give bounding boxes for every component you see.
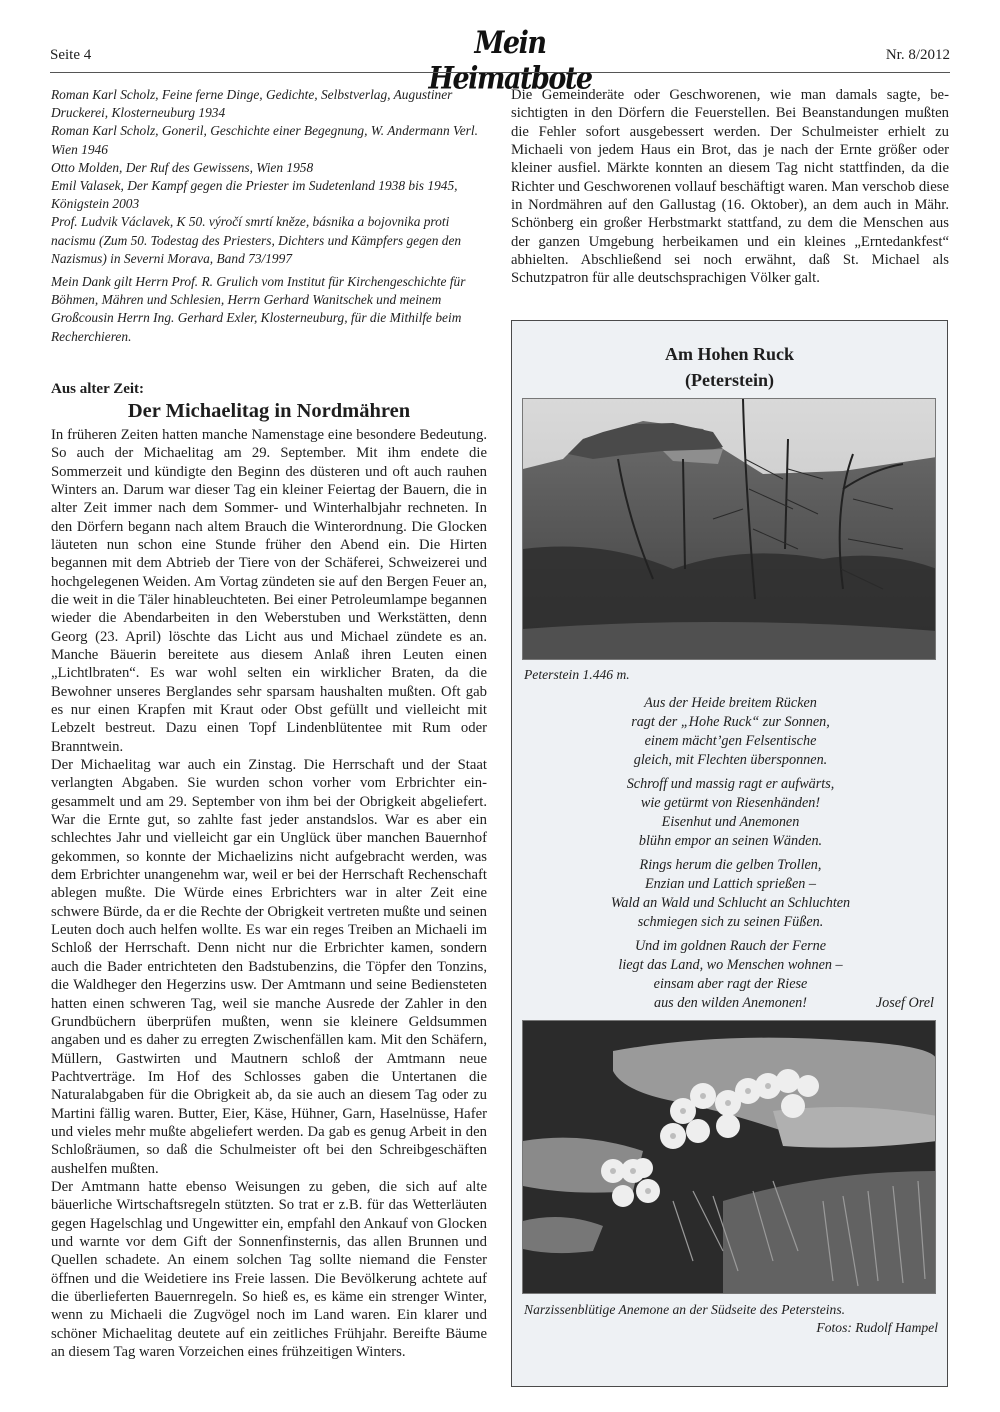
anemone-flowers-image [523,1021,936,1294]
poem-line: einem mächt’gen Felsentische [644,733,817,749]
article-title: Der Michaelitag in Nordmähren [127,399,411,422]
left-column [51,86,487,1361]
reference-item: Roman Karl Scholz, Feine ferne Dinge, Gedichte, Selbstverlag, Augustiner Druckerei, Klosterneuburg 1934 [51,87,453,121]
article-paragraph: Der Michaelitag war auch ein Zinstag. Die Herrschaft und der Staat verlangten Abgaben. Sie wurden schon vorher vom Erbrichter eingesammelt und am 29. September von ihm bei der Obrigkeit abgeliefert. War die Ernte gut, so zahlte fast jeder anstandslos. War es aber ein schlechtes Jahr und vielleicht gar ein Unglück über manchen Bauernhof gekommen, so konnte der Michaelizins nicht aufgebracht werden, was dem Erbrichter unangenehm war, weil er bei der Herrschaft Rechenschaft ablegen mußte. Die Würde eines Erbrichters war in alter Zeit eine schwere Bürde, da er die Rechte der Obrigkeit vertreten mußte und seinen Leuten doch auch helfen wollte. Es war ein reges Treiben an Michaeli im Schloß der Herrschaft. Denn nicht nur die Erbrichter kamen, sondern auch die Bader entrichteten den Badstubenzins, die Töpfer den Tonzins, die Waldheger den Hegerzins usw. Der Amtmann und seine Bediensteten hatten einen schweren Tag, weil sie manche Ausrede der Zahler in den Grundbüchern überprüfen mußten, wenn sie kleinere Geldsummen angaben und es daher zu erregten Zwischenfällen kam. Mit den Schäfern, Müllern, Gastwirten und Mautnern schloß der Amtmann neue Pachtverträge. Im Hof des Schlosses gaben die Untertanen die Naturalabgaben für die Obrigkeit ab, da sie auch an diesem Tag oder zu Martini fällig waren. Butter, Eier, Käse, Hühner, Garn, Haselnüsse, Hafer und vieles mehr mußte abgeliefert werden. Da gab es genug Arbeit in den Schloßräumen, so daß die Schulmeister oft bei den Schreibgeschäften aushelfen mußten. [51,757,487,1177]
right-column [511,86,949,288]
mountain-trees-image [523,399,936,660]
poem-line: gleich, mit Flechten übersponnen. [633,752,828,768]
peterstein-photo [522,398,936,660]
poem-line: Wald an Wald und Schlucht an Schluchten [610,895,851,911]
poem-stanza [512,856,949,932]
poem-line: Aus der Heide breitem Rücken [644,695,817,711]
poem-line: schmiegen sich zu seinen Füßen. [637,914,824,930]
poem-line: aus den wilden Anemonen! [653,995,807,1011]
poem-line: ragt der „Hohe Ruck“ zur Sonnen, [631,714,830,730]
article-paragraph: Der Amtmann hatte ebenso Weisungen zu geben, die sich auf alte bäuerliche Wirtschaftsregeln stützten. So trat er z.B. für das Wetterläuten gegen Hagelschlag und Ungewitter ein, empfahl den Ankauf von Glocken und warnte vor dem Gift der Sonnenfinsternis, das allen Brunnen und Quellen schadete. An einem solchen Tag sollte niemand die Fenster öffnen und die Weidetiere ins Freie lassen. Die Bevölkerung achtete auf die überlieferten Bauernregeln. So hieß es, es käme ein strenger Winter, wenn zu Michaeli die Zugvögel noch im Land waren. Ein klarer und schöner Michaelitag deutete auf ein zeitliches Frühjahr. Bereifte Bäume an diesem Tag waren Vorzeichen eines frühzeitigen Winters. [51,1178,487,1361]
box-subtitle-line: (Peterstein) [685,370,774,390]
reference-item: Otto Molden, Der Ruf des Gewissens, Wien 1958 [51,159,314,175]
masthead-logo: Mein Heimatbote [428,25,592,97]
poem-line: Rings herum die gelben Trollen, [639,857,822,873]
page-number: Seite 4 [50,47,92,63]
references [51,86,487,346]
poem-line: Und im goldnen Rauch der Ferne [634,938,827,954]
poem-line: Schroff und massig ragt er aufwärts, [626,776,835,792]
poem [512,694,949,1018]
reference-item: Emil Valasek, Der Kampf gegen die Priester im Sudetenland 1938 bis 1945, Königstein 2003 [51,178,458,212]
photo-credit: Fotos: Rudolf Hampel [816,1320,938,1335]
box-title-line: Am Hohen Ruck [664,344,794,364]
poem-stanza [512,694,949,770]
header-rule [50,72,950,73]
poem-stanza [512,775,949,851]
poem-author: Josef Orel [875,995,934,1011]
poem-line: Eisenhut und Anemonen [661,814,800,830]
caption-text: Narzissenblütige Anemone an der Südseite des Petersteins. [524,1302,846,1317]
poem-line: liegt das Land, wo Menschen wohnen – [618,957,843,973]
poem-line: Enzian und Lattich sprießen – [644,876,817,892]
article-kicker: Aus alter Zeit: [51,380,145,397]
article-body [51,426,487,1362]
photo-caption [524,1301,938,1337]
poem-line: blühn empor an seinen Wänden. [638,833,823,849]
article-paragraph: In früheren Zeiten hatten manche Namenstage eine besondere Bedeutung. So auch der Michaelitag am 29. September. Mit ihm endete die Sommerzeit und kündigte den Beginn des düsteren und oft auch rauhen Winters an. Darum war dieser Tag ein kleiner Feiertag der Bauern, die in alter Zeit immer nach dem Sommer- und Winterhalbjahr rechneten. In den Dörfern begann nach altem Brauch die Winterordnung. Die Glocken läuteten nun schon eine Stunde früher den Abend ein. Die Hirten begannen mit dem Abtrieb der Tiere von der Schäferei, Schweizerei und hochgelegenen Weiden. Am Vortag zündeten sie auf den Bergen Feuer an, die weit in die Täler hinableuchteten. Bei einer Petroleumlampe begannen wieder die Abendarbeiten in den Weberstuben und Werkstätten, denn Georg (23. April) löschte das Licht aus und Michael zündete es an. Manche Bäuerin bereitete aus diesem Anlaß ihren Leuten einen „Lichtlbraten“. Es war wohl selten ein wirklicher Braten, da die Bewohner unseres Berglandes sehr sparsam haushalten mußten. Oft gab es nur einen Krapfen mit Kraut oder Obst gefüllt und vielleicht mit Lebzelt bestreut. Dazu einen Topf Lindenblütentee mit Rum oder Branntwein. [51,426,487,755]
photo-caption: Peterstein 1.446 m. [524,667,630,682]
article-continuation: Die Gemeinderäte oder Geschworenen, wie man damals sagte, besichtigten in den Dörfern die Feuerstellen. Bei Beanstandungen mußten die Fehler sofort ausgebessert werden. Der Schulmeister erhielt zu Michaeli von jedem Haus ein Brot, das je nach der Ernte größer oder kleiner ausfiel. Märkte konnten an diesem Tag nicht stattfinden, da die Richter und Geschworenen vollauf beschäftigt waren. Man verschob diese in Nordmähren auf den Gallustag (16. Oktober), an dem auch in Mähr. Schönberg ein großer Herbstmarkt stattfand, zu dem die Menschen aus der ganzen Umgebung herbeikamen und ein kleines „Erntedankfest“ abhielten. Abschließend sei noch erwähnt, daß St. Michael als Schutzpatron für alle deutschsprachigen Völker galt. [511,87,949,287]
reference-item: Roman Karl Scholz, Goneril, Geschichte einer Begegnung, W. Andermann Verl. Wien 1946 [51,123,478,157]
poem-line: wie getürmt von Riesenhänden! [640,795,821,811]
poem-box [511,320,948,1387]
page-header [50,25,950,97]
acknowledgement: Mein Dank gilt Herrn Prof. R. Grulich vom Institut für Kirchengeschichte für Böhmen, Mähren und Schlesien, Herrn Gerhard Wanitschek und meinem Großcousin Herrn Ing. Gerhard Exler, Klosterneuburg, für die Mithilfe beim Recherchieren. [51,274,466,344]
poem-line: einsam aber ragt der Riese [653,976,808,992]
issue-number: Nr. 8/2012 [885,47,950,63]
box-title [512,341,947,393]
anemone-photo [522,1020,936,1294]
reference-item: Prof. Ludvik Václavek, K 50. výročí smrtí kněze, básnika a bojovnika proti nacismu (Zum 50. Todestag des Priesters, Dichters und Kämpfers gegen den Nazismus) in Severni Morava, Band 73/1997 [51,214,462,266]
